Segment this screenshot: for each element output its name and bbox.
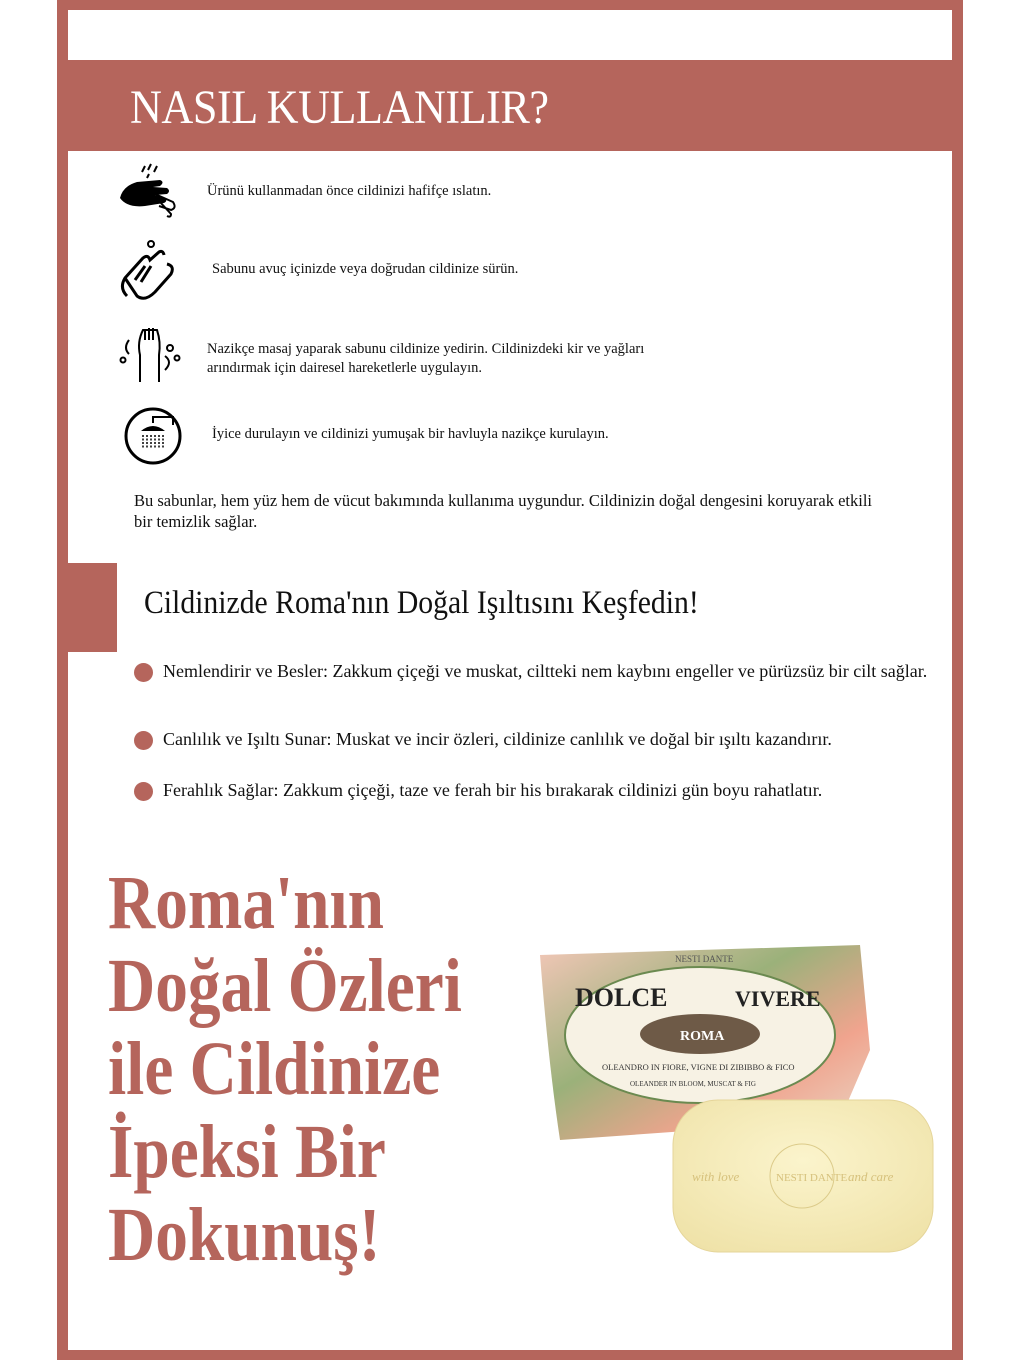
emboss-right: and care xyxy=(848,1169,894,1184)
benefit-text: Canlılık ve Işıltı Sunar: Muskat ve incir özleri, cildinize canlılık ve doğal bir ışıltı kazandırır. xyxy=(163,729,832,749)
header-band xyxy=(68,60,952,151)
usage-note: Bu sabunlar, hem yüz hem de vücut bakımında kullanıma uygundur. Cildinizin doğal dengesini koruyarak etkili bir temizlik sağlar. xyxy=(134,491,873,531)
step-text-line2: arındırmak için dairesel hareketlerle uygulayın. xyxy=(207,360,482,376)
section-tab-accent xyxy=(68,563,117,652)
product-line-1: OLEANDRO IN FIORE, VIGNE DI ZIBIBBO & FICO xyxy=(602,1062,795,1072)
step-3 xyxy=(115,320,915,390)
step-1 xyxy=(115,158,915,228)
bullet-icon xyxy=(134,782,153,801)
step-text: Sabunu avuç içinizde veya doğrudan cildinize sürün. xyxy=(212,261,519,277)
headline-line: İpeksi Bir xyxy=(108,1110,386,1194)
bullet-icon xyxy=(134,731,153,750)
headline-line: ile Cildinize xyxy=(108,1027,441,1111)
maker-label: NESTI DANTE xyxy=(675,954,734,964)
brand-dolce: DOLCE xyxy=(575,983,668,1012)
step-4 xyxy=(115,401,915,471)
benefit-text: Nemlendirir ve Besler: Zakkum çiçeği ve muskat, ciltteki nem kaybını engeller ve pürüzsüz bir cilt sağlar. xyxy=(163,661,928,681)
section-title: Cildinizde Roma'nın Doğal Işıltısını Keşfedin! xyxy=(144,585,699,621)
headline-line: Roma'nın xyxy=(108,861,385,945)
benefit-item xyxy=(134,728,944,750)
emboss-maker: NESTI DANTE xyxy=(776,1172,848,1184)
step-text: Nazikçe masaj yaparak sabunu cildinize yedirin. Cildinizdeki kir ve yağları xyxy=(207,341,645,357)
benefit-item xyxy=(134,779,944,801)
bullet-icon xyxy=(134,663,153,682)
brand-vivere: VIVERE xyxy=(735,986,821,1011)
product-line-2: OLEANDER IN BLOOM, MUSCAT & FIG xyxy=(630,1080,756,1088)
shower-icon xyxy=(115,401,185,471)
page-title: NASIL KULLANILIR? xyxy=(130,81,549,134)
benefit-item xyxy=(134,660,944,682)
hand-wet-icon xyxy=(115,158,185,228)
hands-lather-icon xyxy=(115,236,185,306)
step-text: İyice durulayın ve cildinizi yumuşak bir havluyla nazikçe kurulayın. xyxy=(212,426,609,442)
emboss-left: with love xyxy=(692,1169,740,1184)
step-2 xyxy=(115,236,915,306)
headline-line: Doğal Özleri xyxy=(108,944,462,1028)
step-text: Ürünü kullanmadan önce cildinizi hafifçe ıslatın. xyxy=(207,183,492,199)
city-label: ROMA xyxy=(680,1029,725,1044)
headline xyxy=(108,862,462,1277)
benefit-text: Ferahlık Sağlar: Zakkum çiçeği, taze ve ferah bir his bırakarak cildinizi gün boyu rahatlatır. xyxy=(163,780,823,800)
product-image xyxy=(530,940,950,1270)
headline-line: Dokunuş! xyxy=(108,1193,381,1277)
hands-massage-icon xyxy=(115,320,185,390)
